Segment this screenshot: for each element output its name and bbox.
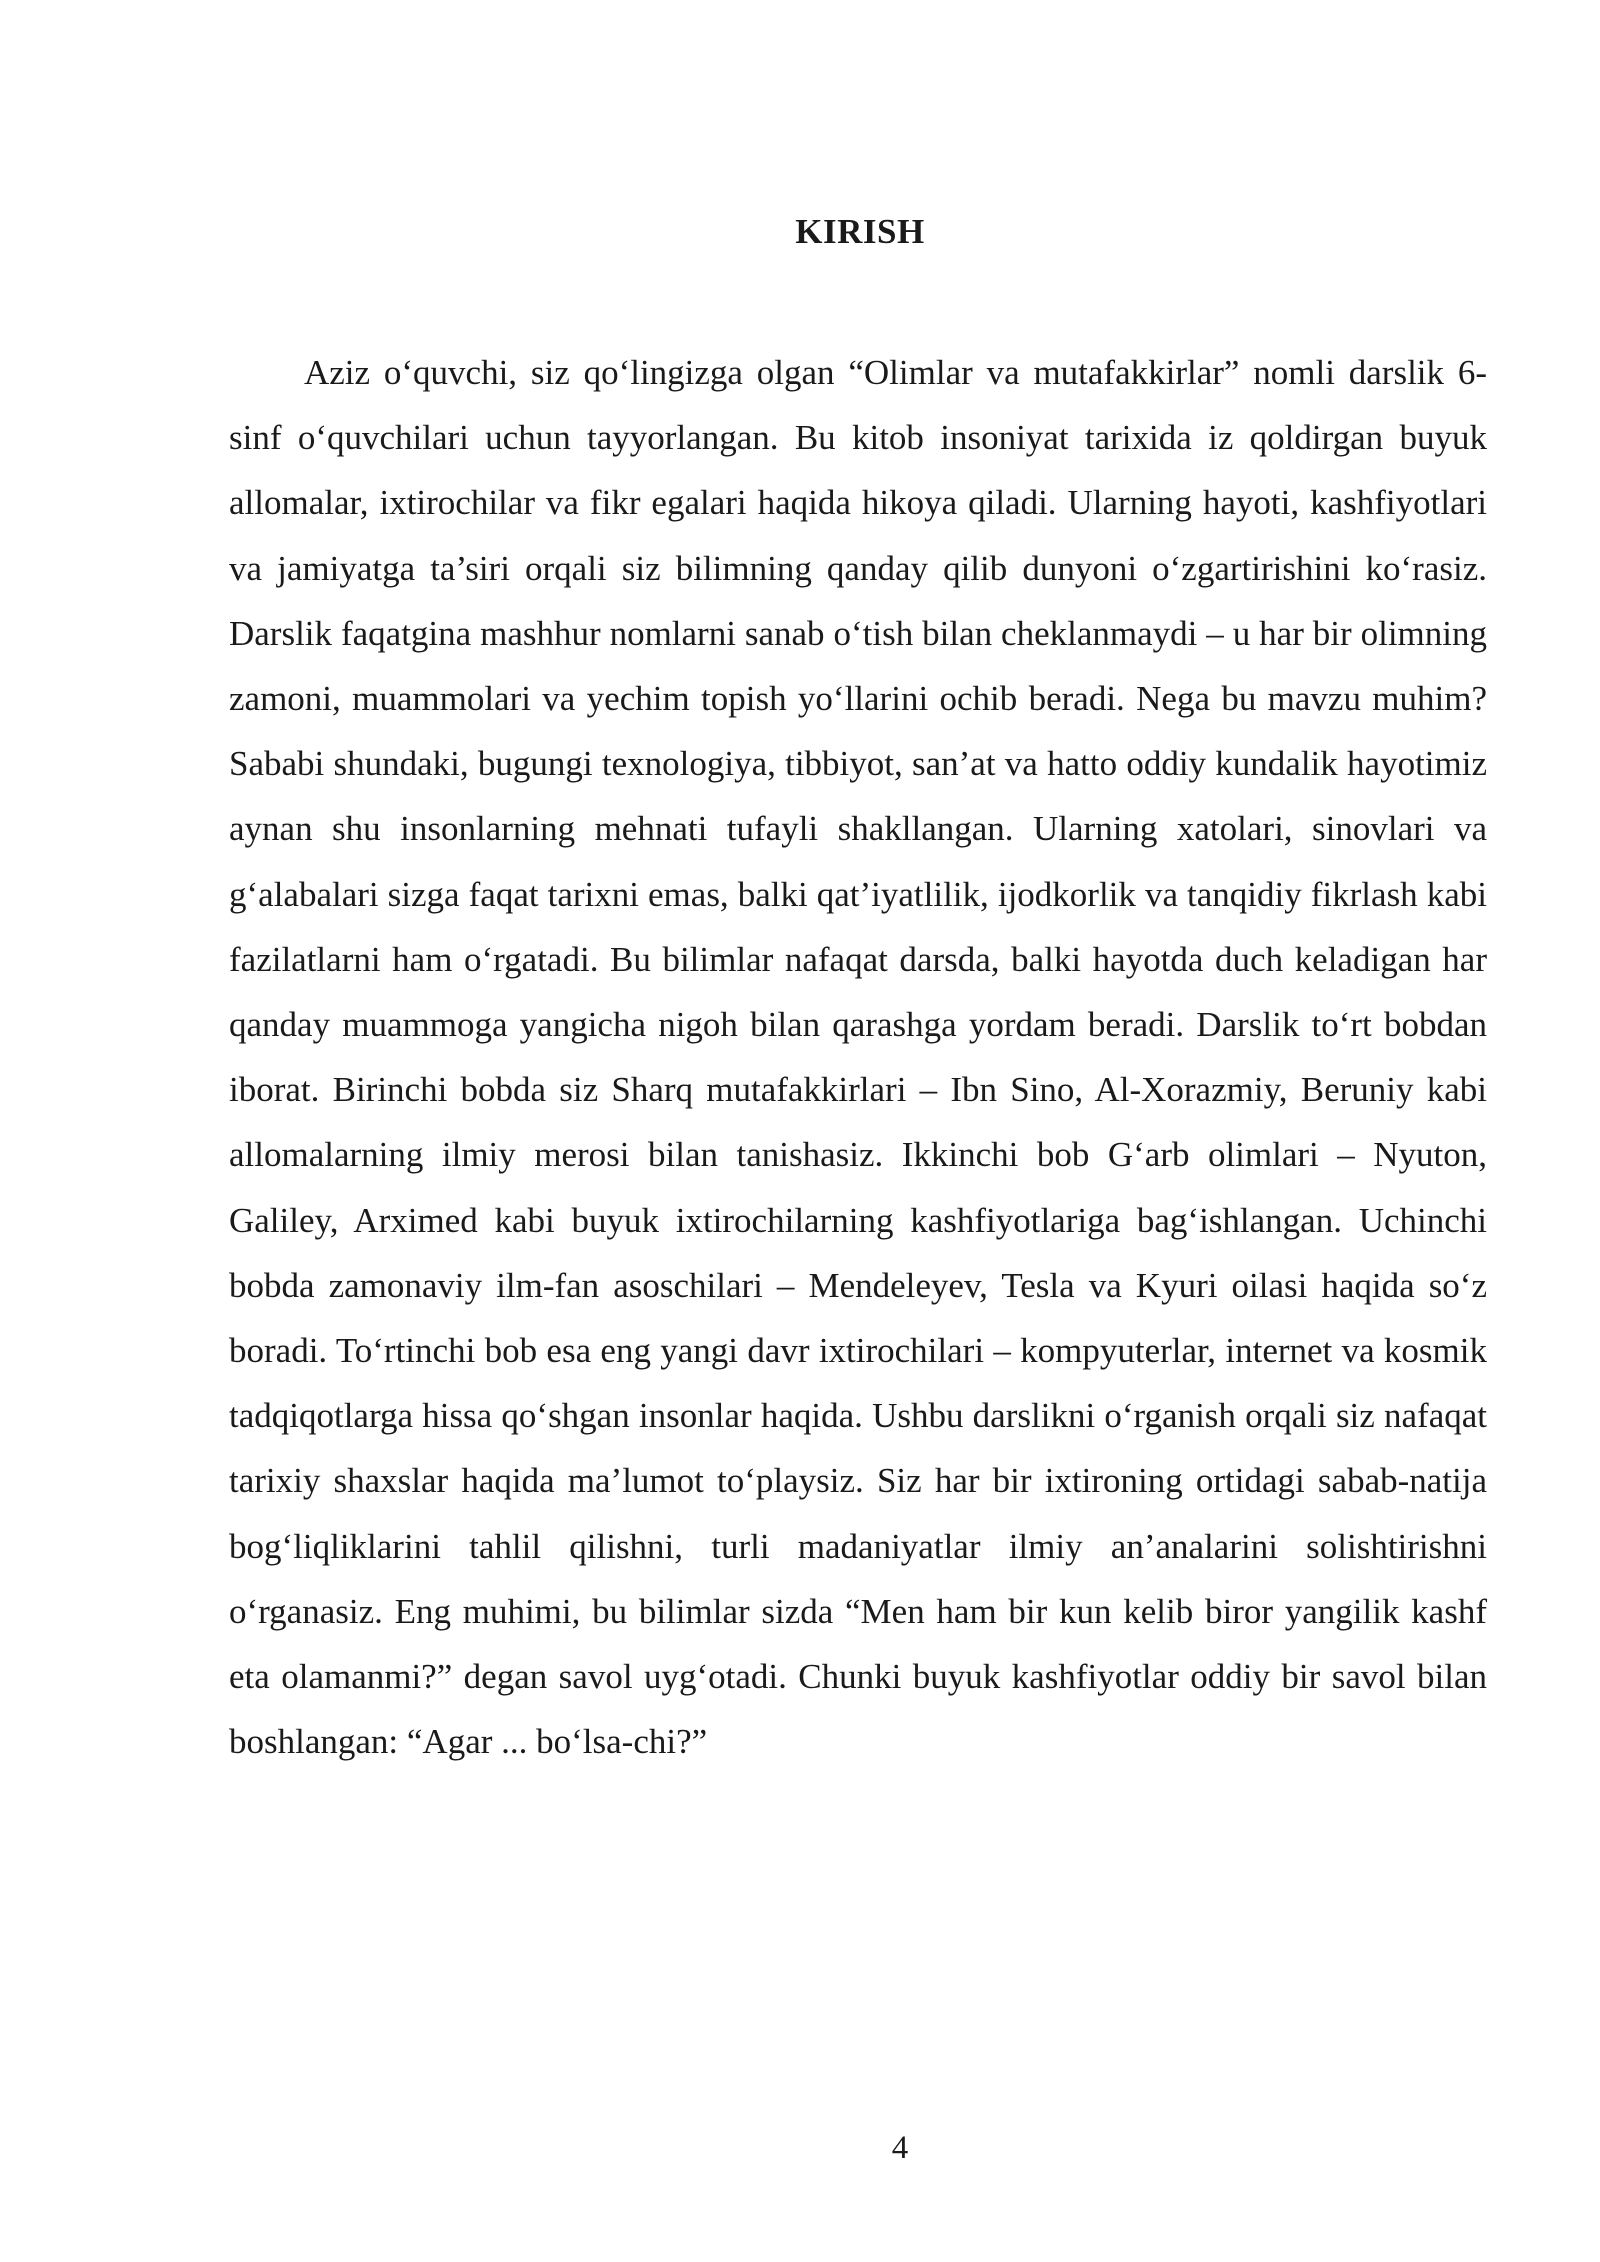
page-number: 4	[891, 2130, 909, 2166]
page-title: KIRISH	[795, 212, 925, 251]
body-paragraph: Aziz o‘quvchi, siz qo‘lingizga olgan “Olimlar va mutafakkirlar” nomli darslik 6-sinf o‘quvchilari uchun tayyorlangan. Bu kitob insoniyat tarixida iz qoldirgan buyuk allomalar, ixtirochilar va fikr egalari haqida hikoya qiladi. Ularning hayoti, kashfiyotlari va jamiyatga ta’siri orqali siz bilimning qanday qilib dunyoni o‘zgartirishini ko‘rasiz. Darslik faqatgina mashhur nomlarni sanab o‘tish bilan cheklanmaydi – u har bir olimning zamoni, muammolari va yechim topish yo‘llarini ochib beradi. Nega bu mavzu muhim? Sababi shundaki, bugungi texnologiya, tibbiyot, san’at va hatto oddiy kundalik hayotimiz aynan shu insonlarning mehnati tufayli shakllangan. Ularning xatolari, sinovlari va g‘alabalari sizga faqat tarixni emas, balki qat’iyatlilik, ijodkorlik va tanqidiy fikrlash kabi fazilatlarni ham o‘rgatadi. Bu bilimlar nafaqat darsda, balki hayotda duch keladigan har qanday muammoga yangicha nigoh bilan qarashga yordam beradi. Darslik to‘rt bobdan iborat. Birinchi bobda siz Sharq mutafakkirlari – Ibn Sino, Al-Xorazmiy, Beruniy kabi allomalarning ilmiy merosi bilan tanishasiz. Ikkinchi bob G‘arb olimlari – Nyuton, Galiley, Arximed kabi buyuk ixtirochilarning kashfiyotlariga bag‘ishlangan. Uchinchi bobda zamonaviy ilm-fan asoschilari – Mendeleyev, Tesla va Kyuri oilasi haqida so‘z boradi. To‘rtinchi bob esa eng yangi davr ixtirochilari – kompyuterlar, internet va kosmik tadqiqotlarga hissa qo‘shgan insonlar haqida. Ushbu darslikni o‘rganish orqali siz nafaqat tarixiy shaxslar haqida ma’lumot to‘playsiz. Siz har bir ixtironing ortidagi sabab-natija bog‘liqliklarini tahlil qilishni, turli madaniyatlar ilmiy an’analarini solishtirishni o‘rganasiz. Eng muhimi, bu bilimlar sizda “Men ham bir kun kelib biror yangilik kashf eta olamanmi?” degan savol uyg‘otadi. Chunki buyuk kashfiyotlar oddiy bir savol bilan boshlangan: “Agar ... bo‘lsa-chi?”	[229, 353, 1487, 1762]
